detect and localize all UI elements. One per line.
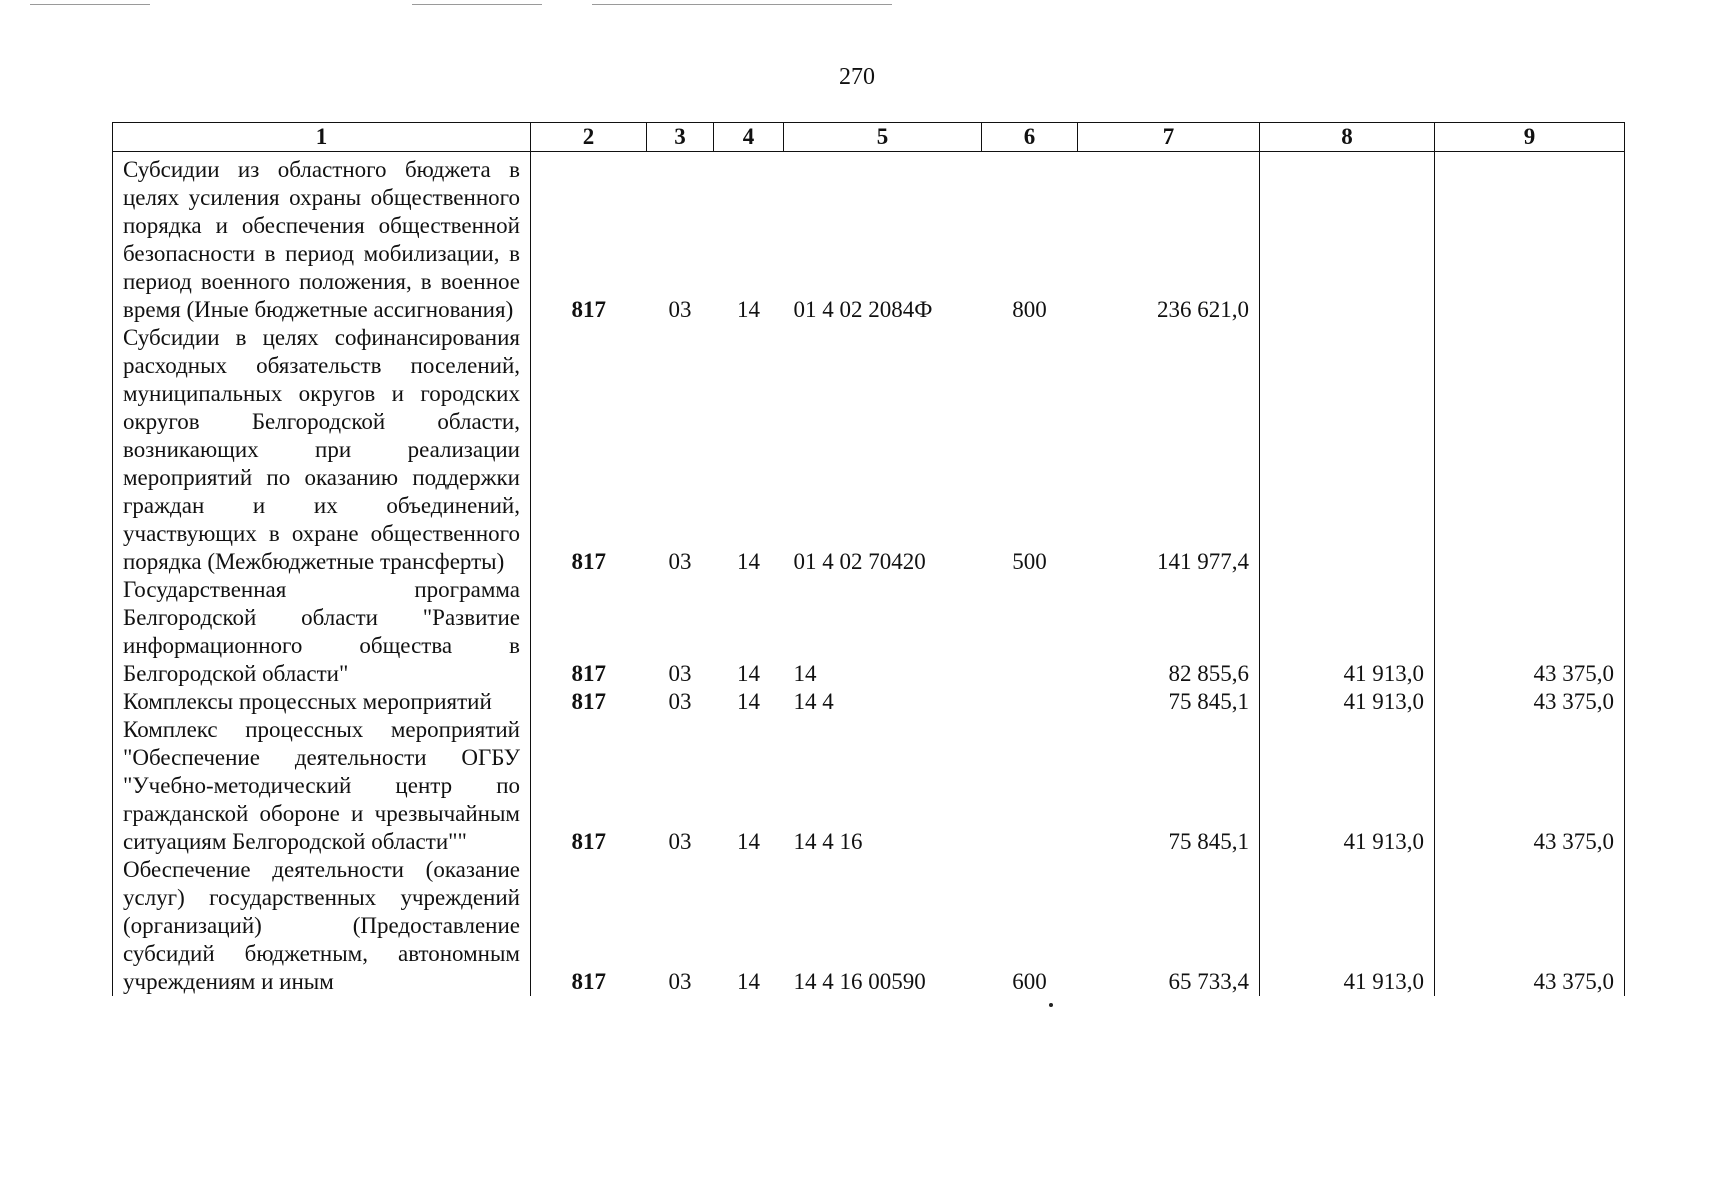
row-name: Комплекс процессных мероприятий "Обеспечение деятельности ОГБУ "Учебно-методический центр по гражданской обороне и чрезвычайным ситуациям Белгородской области"" [113, 716, 531, 856]
header-cell: 1 [113, 123, 531, 152]
cell-ministry: 817 [571, 829, 606, 854]
cell-section: 03 [668, 549, 692, 574]
cell-amount-col7: 82 855,6 [1078, 576, 1260, 688]
cell-target-article: 14 4 [793, 689, 834, 714]
cell-target-article: 14 4 16 [793, 829, 863, 854]
cell-ministry: 817 [571, 297, 606, 322]
cell-section: 03 [668, 829, 692, 854]
cell-amount-col9 [1435, 324, 1625, 576]
cell-amount-col8 [1260, 152, 1435, 325]
cell-subsection: 14 [737, 549, 760, 574]
table-row [113, 688, 1625, 716]
header-cell: 4 [714, 123, 784, 152]
row-name: Обеспечение деятельности (оказание услуг) государственных учреждений (организаций) (Предоставление субсидий бюджетным, автономным учреждениям и иным [113, 856, 531, 996]
cell-target-article: 14 4 16 00590 [793, 969, 926, 994]
header-row [113, 123, 1625, 152]
row-name: Комплексы процессных мероприятий [113, 688, 531, 716]
row-name: Субсидии в целях софинансирования расходных обязательств поселений, муниципальных округов и городских округов Белгородской области, возникающих при реализации мероприятий по оказанию поддержки граждан и их объединений, участвующих в охране общественного порядка (Межбюджетные трансферты) [113, 324, 531, 576]
header-cell: 6 [982, 123, 1078, 152]
cell-amount-col8: 41 913,0 [1260, 856, 1435, 996]
budget-table [112, 122, 1625, 996]
cell-amount-col8: 41 913,0 [1260, 716, 1435, 856]
cell-subsection: 14 [737, 297, 760, 322]
cell-amount-col9 [1435, 152, 1625, 325]
cell-expense-type [982, 716, 1078, 856]
cell-subsection: 14 [737, 829, 760, 854]
cell-ministry: 817 [571, 661, 606, 686]
cell-expense-type: 500 [1012, 549, 1047, 574]
cell-ministry: 817 [571, 549, 606, 574]
cell-amount-col7: 141 977,4 [1078, 324, 1260, 576]
header-cell: 8 [1260, 123, 1435, 152]
table-row [113, 576, 1625, 688]
header-cell: 3 [647, 123, 714, 152]
header-cell: 7 [1078, 123, 1260, 152]
cell-subsection: 14 [737, 969, 760, 994]
header-cell: 5 [784, 123, 982, 152]
row-name: Субсидии из областного бюджета в целях усиления охраны общественного порядка и обеспечения общественной безопасности в период мобилизации, в период военного положения, в военное время (Иные бюджетные ассигнования) [113, 152, 531, 325]
cell-section: 03 [668, 689, 692, 714]
cell-section: 03 [668, 661, 692, 686]
cell-subsection: 14 [737, 661, 760, 686]
page-number: 270 [839, 64, 875, 90]
cell-ministry: 817 [571, 969, 606, 994]
header-cell: 9 [1435, 123, 1625, 152]
cell-target-article: 14 [793, 661, 817, 686]
cell-amount-col7: 75 845,1 [1078, 688, 1260, 716]
row-name: Государственная программа Белгородской области "Развитие информационного общества в Белгородской области" [113, 576, 531, 688]
cell-amount-col8: 41 913,0 [1260, 688, 1435, 716]
cell-target-article: 01 4 02 70420 [793, 549, 926, 574]
cell-amount-col7: 65 733,4 [1078, 856, 1260, 996]
cell-expense-type [982, 688, 1078, 716]
cell-amount-col8 [1260, 324, 1435, 576]
scan-artifact-line [412, 4, 542, 5]
cell-subsection: 14 [737, 689, 760, 714]
cell-expense-type: 800 [1012, 297, 1047, 322]
cell-section: 03 [668, 297, 692, 322]
cell-amount-col8: 41 913,0 [1260, 576, 1435, 688]
table-row [113, 324, 1625, 576]
header-cell: 2 [531, 123, 647, 152]
scan-artifact-line [30, 4, 150, 5]
cell-expense-type [982, 576, 1078, 688]
table-row [113, 856, 1625, 996]
cell-section: 03 [668, 969, 692, 994]
scan-dot [1049, 1003, 1053, 1007]
cell-expense-type: 600 [1012, 969, 1047, 994]
table-row [113, 716, 1625, 856]
cell-amount-col7: 236 621,0 [1078, 152, 1260, 325]
cell-amount-col7: 75 845,1 [1078, 716, 1260, 856]
cell-amount-col9: 43 375,0 [1435, 688, 1625, 716]
scan-artifact-line [592, 4, 892, 5]
cell-amount-col9: 43 375,0 [1435, 576, 1625, 688]
cell-amount-col9: 43 375,0 [1435, 856, 1625, 996]
cell-target-article: 01 4 02 2084Ф [793, 297, 933, 322]
cell-ministry: 817 [571, 689, 606, 714]
cell-amount-col9: 43 375,0 [1435, 716, 1625, 856]
table-row [113, 152, 1625, 325]
